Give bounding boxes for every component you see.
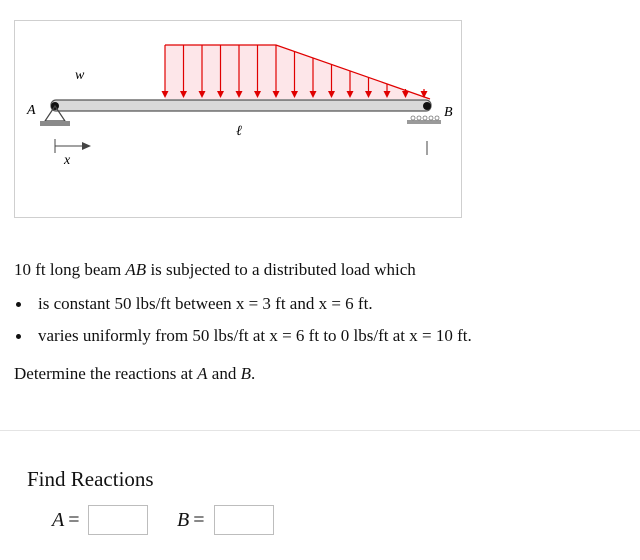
- ground-a: [40, 121, 70, 126]
- reaction-b-label: B =: [177, 509, 205, 531]
- problem-statement: [14, 258, 634, 386]
- beam-figure: [14, 20, 462, 218]
- reaction-b-input[interactable]: [214, 505, 274, 535]
- list-item: is constant 50 lbs/ft between x = 3 ft and x = 6 ft.: [14, 292, 634, 324]
- label-a: A: [27, 103, 36, 118]
- answer-row: [0, 503, 640, 539]
- problem-question: Determine the reactions at A and B.: [14, 364, 256, 383]
- reaction-a-label: A =: [52, 509, 80, 531]
- load-conditions-list: [14, 292, 634, 356]
- reactions-heading: Find Reactions: [27, 467, 154, 491]
- load-arrows: [162, 45, 428, 98]
- list-item: varies uniformly from 50 lbs/ft at x = 6 ft to 0 lbs/ft at x = 10 ft.: [14, 324, 634, 356]
- label-l: ℓ: [236, 124, 242, 139]
- beam: [51, 100, 431, 111]
- section-divider: [0, 430, 640, 431]
- x-arrow-icon: [82, 142, 91, 150]
- pin-b: [423, 102, 431, 110]
- reaction-a-input[interactable]: [88, 505, 148, 535]
- problem-intro: 10 ft long beam AB is subjected to a distributed load which: [14, 260, 416, 279]
- beam-diagram: [15, 21, 463, 219]
- label-w: w: [75, 68, 85, 83]
- label-x: x: [64, 153, 71, 168]
- label-b: B: [444, 105, 453, 120]
- ground-b: [407, 120, 441, 124]
- roller-b: [411, 116, 439, 120]
